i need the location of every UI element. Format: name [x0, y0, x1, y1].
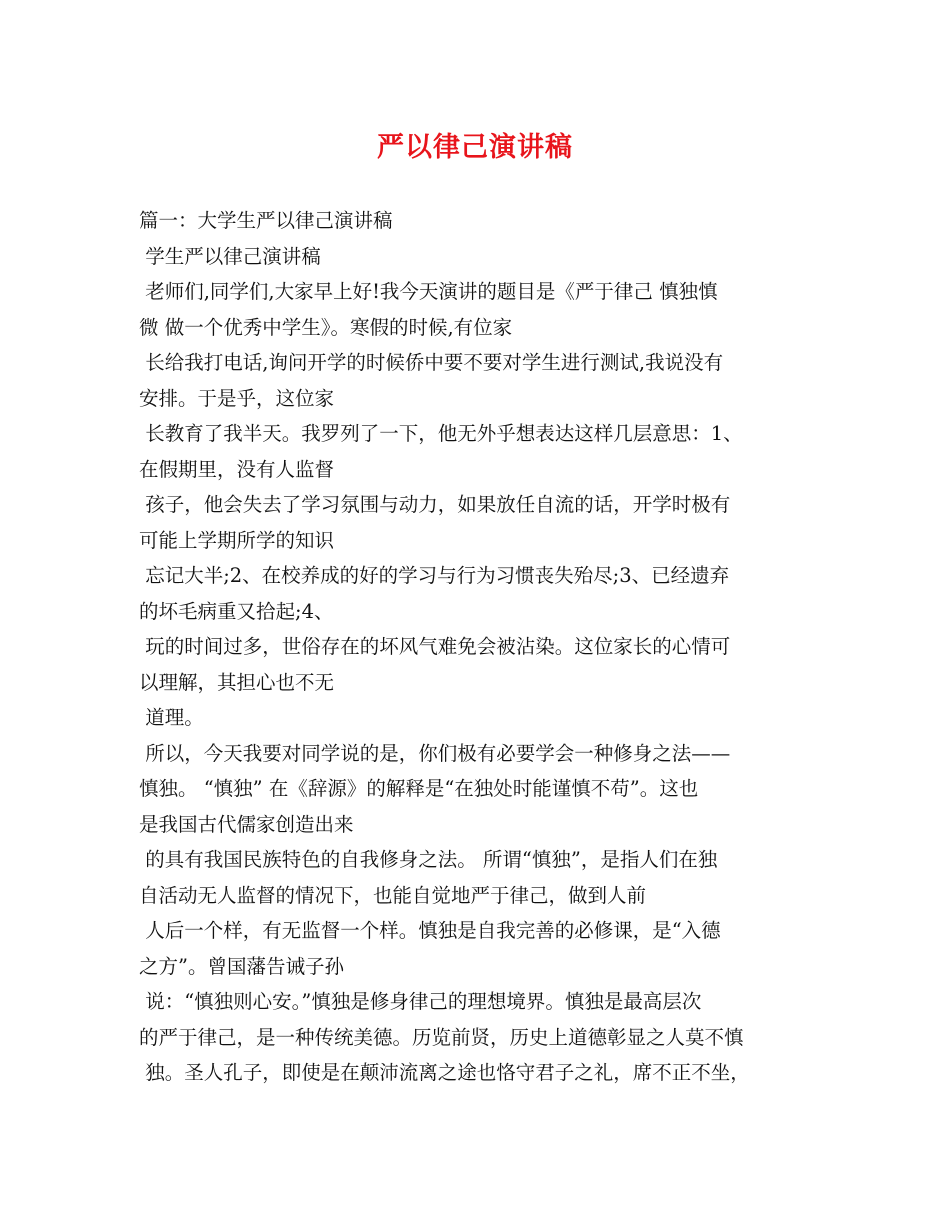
body-line: 篇一：大学生严以律己演讲稿 — [139, 209, 393, 232]
body-line: 的严于律己，是一种传统美德。历览前贤，历史上道德彰显之人莫不慎 — [139, 1025, 744, 1049]
body-line: 道理。 — [139, 706, 204, 729]
document-title: 严以律己演讲稿 — [377, 132, 573, 163]
body-line: 说：“慎独则心安。”慎独是修身律己的理想境界。慎独是最高层次 — [139, 990, 702, 1013]
body-line: 是我国古代儒家创造出来 — [139, 812, 354, 836]
document-body — [139, 203, 829, 1091]
body-line: 独。圣人孔子，即使是在颠沛流离之途也恪守君子之礼，席不正不坐， — [139, 1061, 750, 1084]
body-line: 所以，今天我要对同学说的是，你们极有必要学会一种修身之法—— — [139, 741, 731, 765]
body-line: 学生严以律己演讲稿 — [139, 244, 321, 268]
body-line: 在假期里，没有人监督 — [139, 457, 335, 481]
body-line: 以理解，其担心也不无 — [139, 670, 335, 694]
body-line: 长给我打电话,询问开学的时候侨中要不要对学生进行测试,我说没有 — [139, 351, 724, 374]
body-line: 微 做一个优秀中学生》。寒假的时候,有位家 — [139, 315, 513, 339]
body-line: 人后一个样，有无监督一个样。慎独是自我完善的必修课，是“入德 — [139, 919, 721, 942]
body-line: 的坏毛病重又拾起;4、 — [139, 599, 334, 623]
body-line: 安排。于是乎，这位家 — [139, 386, 335, 410]
body-line: 老师们,同学们,大家早上好!我今天演讲的题目是《严于律己 慎独慎 — [139, 280, 718, 303]
body-line: 孩子，他会失去了学习氛围与动力，如果放任自流的话，开学时极有 — [139, 493, 731, 516]
body-line: 忘记大半;2、在校养成的好的学习与行为习惯丧失殆尽;3、已经遗弃 — [139, 564, 730, 587]
body-line: 慎独。 “慎独” 在《辞源》的解释是“在独处时能谨慎不苟”。这也 — [139, 777, 699, 800]
body-line: 的具有我国民族特色的自我修身之法。 所谓“慎独”，是指人们在独 — [139, 848, 718, 871]
body-line: 之方”。曾国藩告诫子孙 — [139, 954, 344, 978]
body-line: 长教育了我半天。我罗列了一下，他无外乎想表达这样几层意思：1、 — [139, 422, 743, 445]
body-line: 自活动无人监督的情况下，也能自觉地严于律己，做到人前 — [139, 883, 647, 907]
body-line: 玩的时间过多，世俗存在的坏风气难免会被沾染。这位家长的心情可 — [139, 635, 731, 658]
body-line: 可能上学期所学的知识 — [139, 528, 335, 552]
